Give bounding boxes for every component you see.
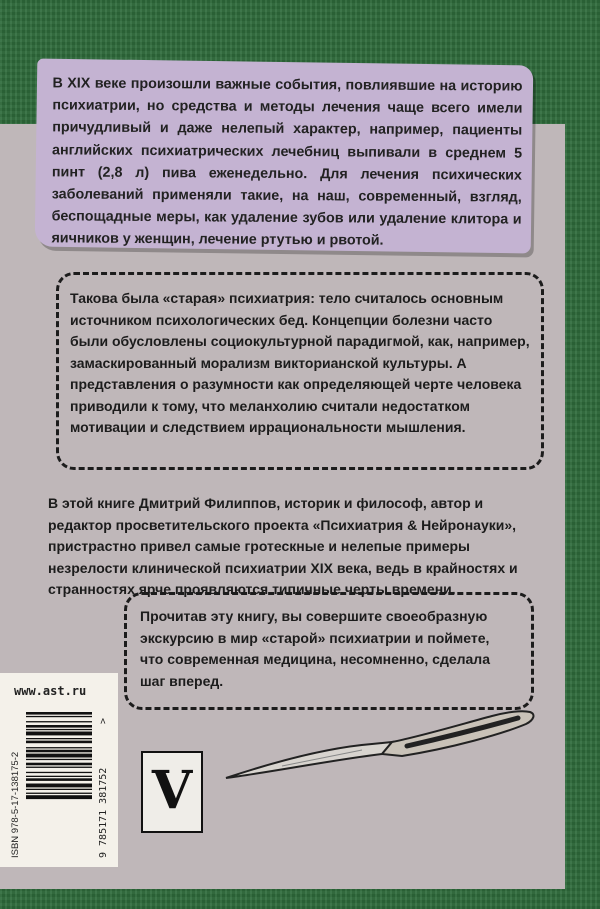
barcode: [6, 704, 116, 860]
barcode-bar: [26, 772, 92, 773]
barcode-bars: [26, 712, 92, 799]
barcode-bar: [26, 759, 92, 760]
barcode-bar: [26, 793, 92, 794]
isbn-label: ISBN 978-5-17-138175-2: [10, 751, 21, 858]
publisher-url: www.ast.ru: [14, 684, 87, 698]
dashed-paragraph-1: Такова была «старая» психиатрия: тело считалось основным источником психологических бед. Концепции болезни часто были обусловлены социокультурной парадигмой, как, например, замаскированный морализм викторианской культуры. А представления о разумности как определяющей черте человека приводили к тому, что меланхолию считали недостатком мотивации и следствием иррациональности мышления.: [70, 290, 530, 435]
barcode-bar: [26, 750, 92, 753]
top-paragraph: В XIX веке произошли важные события, повлиявшие на историю психиатрии, но средства и методы лечения чаще всего имели причудливый и даже нелепый характер, например, пациенты английских психиатрических лечебниц выпивали в среднем 5 пинт (2,8 л) пива еженедельно. Для лечения психических заболеваний применяли такие, на наш, современный, взгляд, беспощадные меры, как удаление зубов или удаление клитора и яичников у женщин, лечение ртутью и рвотой.: [51, 75, 523, 250]
barcode-suffix: >: [98, 717, 109, 724]
barcode-bar: [26, 767, 92, 768]
barcode-bar: [26, 741, 92, 744]
barcode-bar: [26, 716, 92, 717]
logo-letter: V: [151, 760, 193, 821]
barcode-bar: [26, 738, 92, 739]
barcode-bar: [26, 721, 92, 722]
barcode-bar: [26, 747, 92, 748]
barcode-bar: [26, 789, 92, 790]
middle-paragraph: В этой книге Дмитрий Филиппов, историк и философ, автор и редактор просветительского проекта «Психиатрия & Нейронауки», пристрастно привел самые гротескные и нелепые примеры незрелости клинической психиатрии XIX века, ведь в крайностях и странностях ярче проявляются типичные черты времени.: [48, 495, 518, 597]
scalpel-icon: [222, 696, 542, 796]
dashed-paragraph-2: Прочитав эту книгу, вы совершите своеобразную экскурсию в мир «старой» психиатрии и поймете, что современная медицина, несомненно, сделала шаг вперед.: [140, 608, 490, 689]
barcode-bar: [26, 795, 92, 799]
publisher-logo-icon: [140, 750, 204, 834]
barcode-digits: 9 785171 381752: [98, 767, 109, 858]
barcode-bar: [26, 712, 92, 715]
barcode-bar: [26, 729, 92, 730]
barcode-bar: [26, 725, 92, 728]
barcode-bar: [26, 784, 92, 788]
barcode-bar: [26, 732, 92, 736]
barcode-bar: [26, 754, 92, 758]
barcode-bar: [26, 763, 92, 766]
barcode-bar: [26, 776, 92, 777]
barcode-bar: [26, 778, 92, 781]
